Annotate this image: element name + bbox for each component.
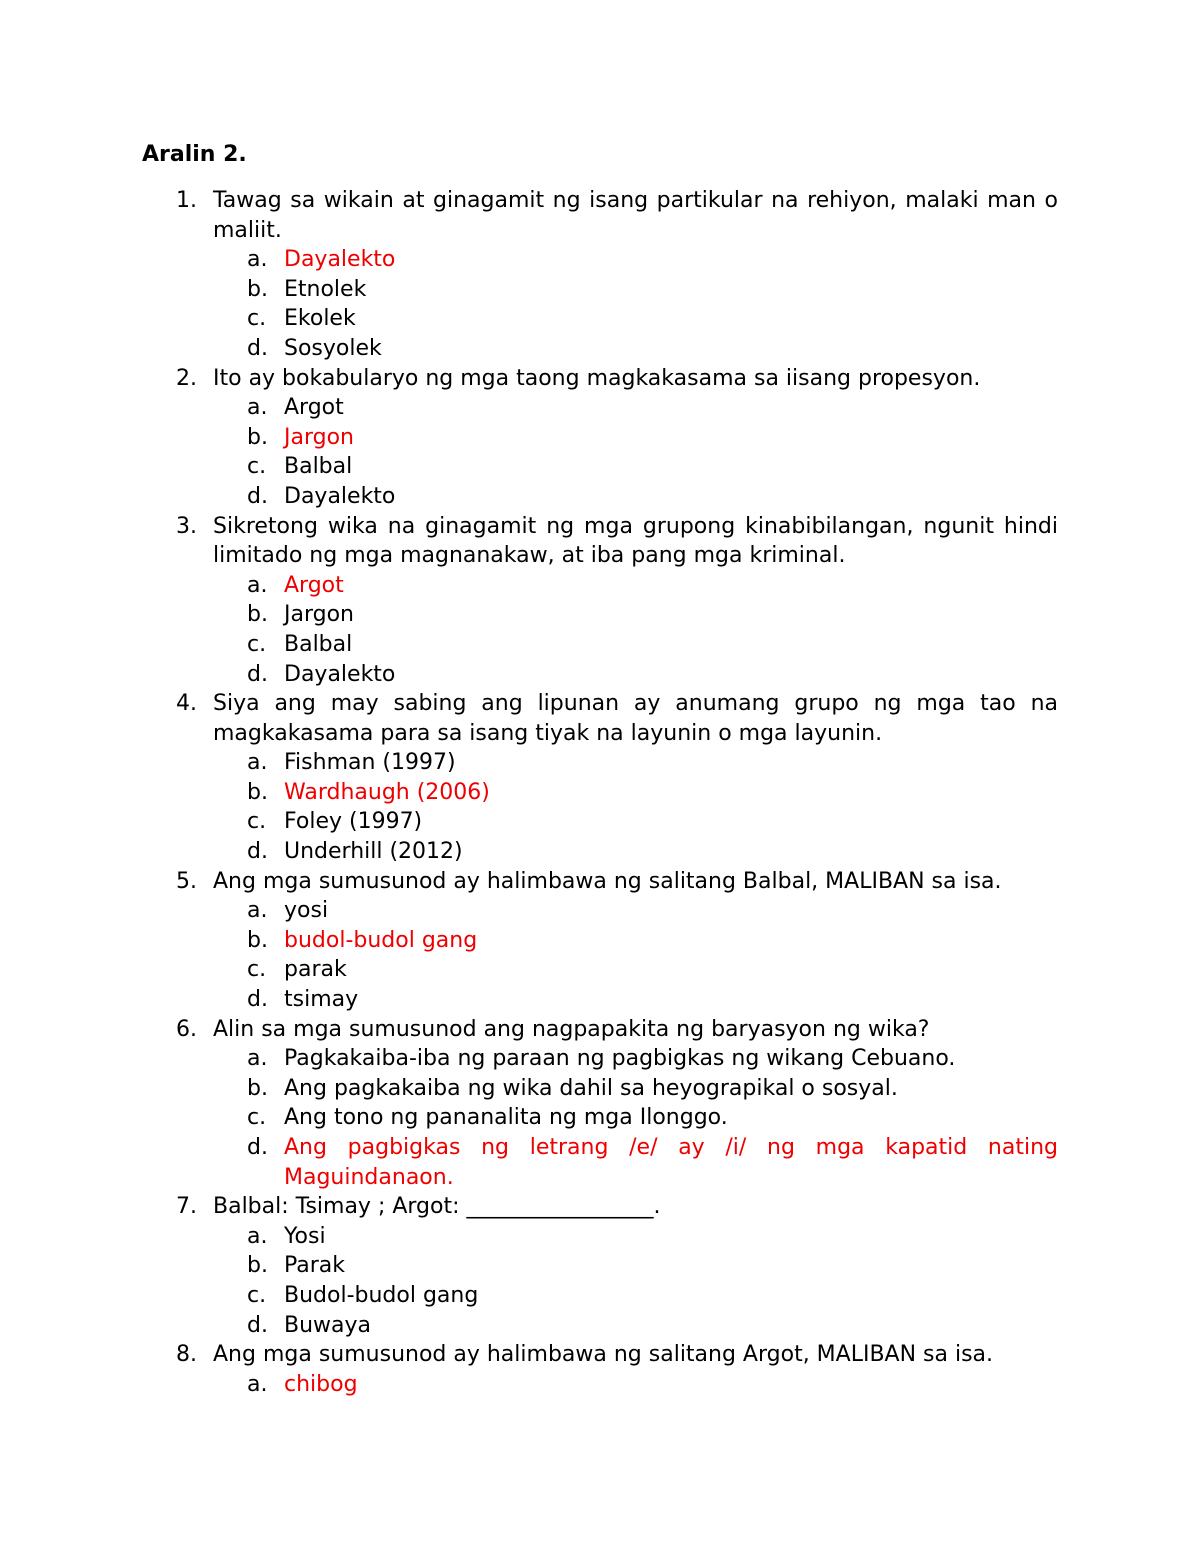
choice-letter: a.	[247, 1371, 268, 1397]
question-item	[142, 512, 1058, 690]
choice-text: Buwaya	[284, 1312, 372, 1338]
choice-item	[213, 1222, 1058, 1252]
question-text: Alin sa mga sumusunod ang nagpapakita ng baryasyon ng wika?	[213, 1016, 930, 1042]
correct-answer-text: chibog	[284, 1371, 358, 1397]
choice-list	[213, 571, 1058, 689]
question-number: 7.	[176, 1194, 197, 1220]
choice-letter: a.	[247, 572, 268, 598]
choice-letter: d.	[247, 839, 268, 865]
correct-answer-text: Jargon	[284, 424, 354, 450]
choice-text: Parak	[284, 1253, 346, 1279]
choice-letter: d.	[247, 1312, 268, 1338]
question-text: Balbal: Tsimay ; Argot: _________________.	[213, 1194, 661, 1220]
choice-list	[213, 896, 1058, 1014]
choice-letter: a.	[247, 247, 268, 273]
choice-item	[213, 1251, 1058, 1281]
choice-list	[213, 1044, 1058, 1192]
choice-letter: c.	[247, 1105, 267, 1131]
choice-letter: c.	[247, 454, 267, 480]
question-item	[142, 364, 1058, 512]
choice-letter: d.	[247, 335, 268, 361]
choice-letter: a.	[247, 750, 268, 776]
correct-answer-text: Dayalekto	[284, 247, 396, 273]
choice-item	[213, 985, 1058, 1015]
correct-answer-text: Wardhaugh (2006)	[284, 779, 490, 805]
choice-text: parak	[284, 957, 347, 983]
question-item	[142, 1015, 1058, 1193]
question-text: Siya ang may sabing ang lipunan ay anumang grupo ng mga tao na magkakasama para sa isang tiyak na layunin o mga layunin.	[213, 691, 1058, 746]
choice-item	[213, 807, 1058, 837]
choice-item	[213, 1074, 1058, 1104]
choice-item	[213, 837, 1058, 867]
choice-list	[213, 393, 1058, 511]
choice-item-correct	[213, 778, 1058, 808]
choice-item	[213, 1044, 1058, 1074]
choice-text: Ekolek	[284, 306, 356, 332]
choice-text: Balbal	[284, 454, 353, 480]
choice-letter: b.	[247, 1075, 268, 1101]
choice-letter: b.	[247, 779, 268, 805]
correct-answer-text: Argot	[284, 572, 344, 598]
question-text: Tawag sa wikain at ginagamit ng isang partikular na rehiyon, malaki man o maliit.	[213, 188, 1058, 243]
choice-letter: b.	[247, 276, 268, 302]
choice-text: Foley (1997)	[284, 809, 423, 835]
choice-text: Yosi	[284, 1223, 326, 1249]
choice-letter: c.	[247, 809, 267, 835]
choice-letter: a.	[247, 1046, 268, 1072]
choice-letter: c.	[247, 631, 267, 657]
question-number: 2.	[176, 365, 197, 391]
choice-item-correct	[213, 1370, 1058, 1400]
choice-item	[213, 955, 1058, 985]
choice-item	[213, 896, 1058, 926]
choice-text: tsimay	[284, 987, 359, 1013]
question-number: 6.	[176, 1016, 197, 1042]
correct-answer-text: budol-budol gang	[284, 927, 478, 953]
choice-item	[213, 393, 1058, 423]
choice-list	[213, 748, 1058, 866]
question-text: Ang mga sumusunod ay halimbawa ng salitang Argot, MALIBAN sa isa.	[213, 1342, 994, 1368]
choice-item	[213, 1281, 1058, 1311]
choice-letter: b.	[247, 927, 268, 953]
choice-letter: c.	[247, 306, 267, 332]
choice-text: Sosyolek	[284, 335, 382, 361]
choice-item	[213, 304, 1058, 334]
choice-item	[213, 275, 1058, 305]
choice-item	[213, 334, 1058, 364]
choice-letter: a.	[247, 1223, 268, 1249]
choice-item	[213, 1103, 1058, 1133]
choice-letter: b.	[247, 424, 268, 450]
question-number: 1.	[176, 188, 197, 213]
choice-letter: d.	[247, 987, 268, 1013]
choice-item-correct	[213, 245, 1058, 275]
question-item	[142, 186, 1058, 364]
question-item	[142, 689, 1058, 867]
question-text: Ang mga sumusunod ay halimbawa ng salitang Balbal, MALIBAN sa isa.	[213, 868, 1002, 894]
choice-letter: a.	[247, 395, 268, 421]
question-number: 8.	[176, 1342, 197, 1368]
choice-letter: c.	[247, 957, 267, 983]
choice-item-correct	[213, 571, 1058, 601]
choice-text: Dayalekto	[284, 483, 396, 509]
choice-text: yosi	[284, 898, 329, 924]
choice-text: Dayalekto	[284, 661, 396, 687]
choice-text: Budol-budol gang	[284, 1282, 479, 1308]
choice-letter: c.	[247, 1282, 267, 1308]
correct-answer-text: Ang pagbigkas ng letrang /e/ ay /i/ ng mga kapatid nating Maguindanaon.	[284, 1135, 1058, 1190]
choice-item	[213, 482, 1058, 512]
question-text: Sikretong wika na ginagamit ng mga grupong kinabibilangan, ngunit hindi limitado ng mga magnanakaw, at iba pang mga kriminal.	[213, 513, 1058, 569]
choice-item-correct	[213, 423, 1058, 453]
choice-text: Fishman (1997)	[284, 750, 456, 776]
choice-letter: d.	[247, 1135, 268, 1160]
choice-item	[213, 600, 1058, 630]
choice-text: Ang pagkakaiba ng wika dahil sa heyograpikal o sosyal.	[284, 1075, 898, 1101]
choice-item-correct	[213, 1133, 1058, 1192]
choice-item-correct	[213, 926, 1058, 956]
choice-item	[213, 1311, 1058, 1341]
choice-text: Etnolek	[284, 276, 367, 302]
question-number: 4.	[176, 691, 197, 717]
choice-text: Underhill (2012)	[284, 839, 463, 865]
choice-text: Jargon	[284, 602, 354, 628]
choice-letter: d.	[247, 661, 268, 687]
choice-list	[213, 1222, 1058, 1340]
question-number: 5.	[176, 868, 197, 894]
choice-text: Argot	[284, 395, 344, 421]
choice-item	[213, 748, 1058, 778]
choice-letter: b.	[247, 602, 268, 628]
lesson-title: Aralin 2.	[142, 142, 247, 167]
choice-list	[213, 245, 1058, 363]
question-list	[142, 186, 1058, 1399]
choice-item	[213, 452, 1058, 482]
question-item	[142, 1340, 1058, 1399]
choice-letter: d.	[247, 483, 268, 509]
choice-text: Pagkakaiba-iba ng paraan ng pagbigkas ng wikang Cebuano.	[284, 1046, 956, 1072]
choice-item	[213, 660, 1058, 690]
question-item	[142, 867, 1058, 1015]
choice-list	[213, 1370, 1058, 1400]
choice-letter: b.	[247, 1253, 268, 1279]
question-number: 3.	[176, 513, 197, 539]
choice-letter: a.	[247, 898, 268, 924]
choice-item	[213, 630, 1058, 660]
choice-text: Ang tono ng pananalita ng mga Ilonggo.	[284, 1105, 728, 1131]
choice-text: Balbal	[284, 631, 353, 657]
question-item	[142, 1192, 1058, 1340]
question-text: Ito ay bokabularyo ng mga taong magkakasama sa iisang propesyon.	[213, 365, 981, 391]
